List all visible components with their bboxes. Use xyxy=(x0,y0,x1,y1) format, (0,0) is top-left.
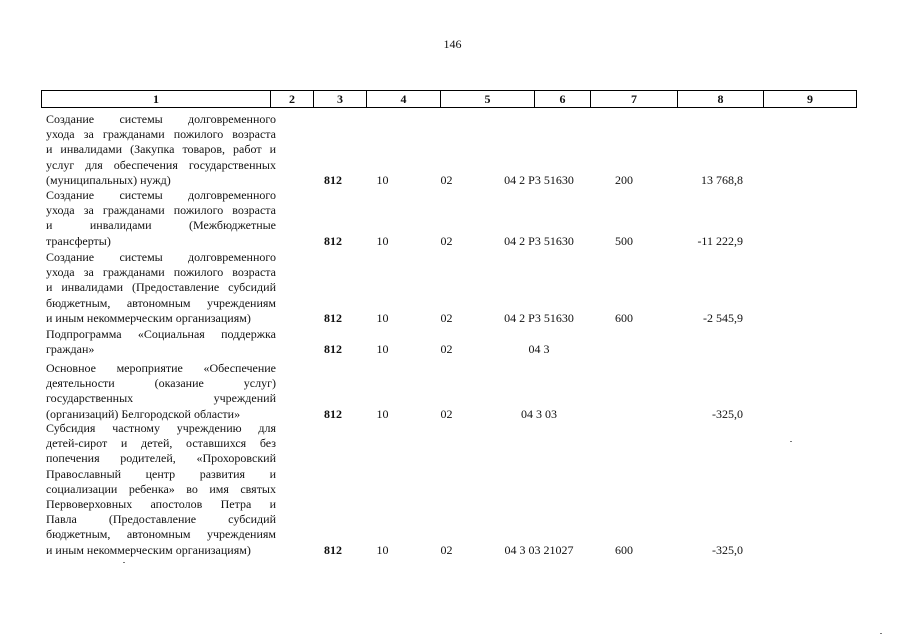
description-line: (муниципальных) нужд) xyxy=(46,172,171,187)
description-line: Создание системы долговременного xyxy=(46,112,276,126)
description-line: Создание системы долговременного xyxy=(46,188,276,202)
description-line: детей-сирот и детей, оставшихся без xyxy=(46,436,276,451)
header-col-3: 3 xyxy=(314,91,367,107)
header-col-1: 1 xyxy=(42,91,271,107)
header-col-5: 5 xyxy=(441,91,535,107)
cell-c2: 812 xyxy=(324,310,342,325)
description-line: бюджетным, автономным учреждениям xyxy=(46,295,276,310)
cell-c7: -325,0 xyxy=(712,406,743,421)
header-col-9: 9 xyxy=(807,92,813,106)
cell-c6: 200 xyxy=(615,172,633,187)
page-number: 146 xyxy=(443,37,462,51)
cell-c2: 812 xyxy=(324,406,342,421)
description-line: граждан» xyxy=(46,342,95,357)
row-description xyxy=(46,250,276,326)
cell-c2: 812 xyxy=(324,172,342,187)
cell-c6: 500 xyxy=(615,233,633,248)
description-line: ухода за гражданами пожилого возраста xyxy=(46,203,276,218)
cell-c7: -11 222,9 xyxy=(697,233,743,248)
cell-c5: 04 3 03 xyxy=(521,406,557,421)
cell-c5: 04 2 P3 51630 xyxy=(504,233,574,248)
cell-c3: 10 xyxy=(376,172,389,187)
header-col-4: 4 xyxy=(367,91,441,107)
header-col-2: 2 xyxy=(271,91,314,107)
cell-c3: 10 xyxy=(376,542,389,557)
cell-c7: 13 768,8 xyxy=(701,172,743,187)
description-line: Православный центр развития и xyxy=(46,466,276,481)
cell-c7: -325,0 xyxy=(712,542,743,557)
header-col-8: 8 xyxy=(678,91,764,107)
description-line: Субсидия частному учреждению для xyxy=(46,421,276,435)
cell-c2: 812 xyxy=(324,233,342,248)
cell-c3: 10 xyxy=(376,233,389,248)
description-line: государственных учреждений xyxy=(46,391,276,406)
cell-c6: 600 xyxy=(615,310,633,325)
cell-c4: 02 xyxy=(440,342,453,357)
scan-speck xyxy=(123,562,125,563)
description-line: и инвалидами (Предоставление субсидий xyxy=(46,280,276,295)
cell-c5: 04 2 P3 51630 xyxy=(504,172,574,187)
cell-c4: 02 xyxy=(440,310,453,325)
description-line: социализации ребенка» во имя святых xyxy=(46,481,276,496)
cell-c2: 812 xyxy=(324,542,342,557)
description-line: (организаций) Белгородской области» xyxy=(46,406,241,421)
table-header xyxy=(41,90,857,108)
cell-c2: 812 xyxy=(324,342,342,357)
description-line: ухода за гражданами пожилого возраста xyxy=(46,127,276,142)
cell-c4: 02 xyxy=(440,233,453,248)
row-description xyxy=(46,327,276,357)
description-line: деятельности (оказание услуг) xyxy=(46,376,276,391)
description-line: Создание системы долговременного xyxy=(46,250,276,264)
description-line: и иным некоммерческим организациям) xyxy=(46,310,251,325)
cell-c7: -2 545,9 xyxy=(703,310,743,325)
cell-c6: 600 xyxy=(615,542,633,557)
cell-c3: 10 xyxy=(376,310,389,325)
description-line: Павла (Предоставление субсидий xyxy=(46,512,276,527)
header-col-6: 6 xyxy=(535,91,591,107)
description-line: услуг для обеспечения государственных xyxy=(46,157,276,172)
description-line: бюджетным, автономным учреждениям xyxy=(46,527,276,542)
description-line: Первоверховных апостолов Петра и xyxy=(46,497,276,512)
description-line: и инвалидами (Закупка товаров, работ и xyxy=(46,142,276,157)
cell-c3: 10 xyxy=(376,342,389,357)
row-description xyxy=(46,112,276,188)
cell-c5: 04 2 P3 51630 xyxy=(504,310,574,325)
description-line: и иным некоммерческим организациям) xyxy=(46,542,251,557)
description-line: Подпрограмма «Социальная поддержка xyxy=(46,327,276,341)
scan-speck xyxy=(790,441,792,442)
row-description xyxy=(46,421,276,558)
row-description xyxy=(46,361,276,422)
description-line: Основное мероприятие «Обеспечение xyxy=(46,361,276,375)
cell-c3: 10 xyxy=(376,406,389,421)
header-col-7: 7 xyxy=(591,91,678,107)
cell-c5: 04 3 03 21027 xyxy=(504,542,574,557)
cell-c4: 02 xyxy=(440,406,453,421)
cell-c4: 02 xyxy=(440,172,453,187)
row-description xyxy=(46,188,276,249)
cell-c5: 04 3 xyxy=(528,342,550,357)
description-line: ухода за гражданами пожилого возраста xyxy=(46,265,276,280)
description-line: и инвалидами (Межбюджетные xyxy=(46,218,276,233)
description-line: попечения родителей, «Прохоровский xyxy=(46,451,276,466)
description-line: трансферты) xyxy=(46,233,111,248)
scan-speck xyxy=(880,633,882,634)
cell-c4: 02 xyxy=(440,542,453,557)
